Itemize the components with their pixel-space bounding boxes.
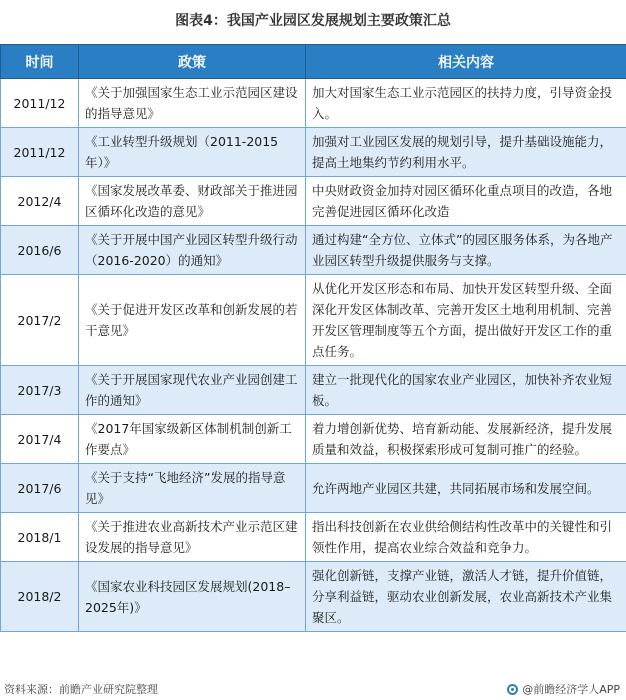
table-row [1,464,626,513]
row-date: 2016/6 [1,226,79,275]
table-row [1,226,626,275]
row-content: 强化创新链，支撑产业链，激活人才链，提升价值链，分享利益链，驱动农业创新发展，农业高新技术产业集聚区。 [306,562,626,632]
table-row [1,366,626,415]
row-date: 2017/6 [1,464,79,513]
header-content: 相关内容 [306,45,626,79]
row-date: 2017/3 [1,366,79,415]
row-content: 加强对工业园区发展的规划引导，提升基础设施能力，提高土地集约节约利用水平。 [306,128,626,177]
row-date: 2011/12 [1,128,79,177]
row-policy: 《国家发展改革委、财政部关于推进园区循环化改造的意见》 [79,177,306,226]
row-content: 指出科技创新在农业供给侧结构性改革中的关键性和引领性作用，提高农业综合效益和竞争力。 [306,513,626,562]
row-policy: 《国家农业科技园区发展规划(2018–2025年)》 [79,562,306,632]
table-row [1,177,626,226]
figure-title: 图表4：我国产业园区发展规划主要政策汇总 [175,13,451,29]
footer [0,676,626,700]
table-row [1,513,626,562]
row-content: 加大对国家生态工业示范园区的扶持力度，引导资金投入。 [306,79,626,128]
brand-credit [507,681,620,697]
row-policy: 《关于开展国家现代农业产业园创建工作的通知》 [79,366,306,415]
row-date: 2017/4 [1,415,79,464]
row-policy: 《关于开展中国产业园区转型升级行动（2016-2020）的通知》 [79,226,306,275]
row-policy: 《关于支持“飞地经济”发展的指导意见》 [79,464,306,513]
row-policy: 《关于推进农业高新技术产业示范区建设发展的指导意见》 [79,513,306,562]
row-policy: 《工业转型升级规划（2011-2015年）》 [79,128,306,177]
row-date: 2018/1 [1,513,79,562]
policy-table [0,44,626,632]
row-date: 2018/2 [1,562,79,632]
row-content: 着力增创新优势、培育新动能、发展新经济，提升发展质量和效益，积极探索形成可复制可推广的经验。 [306,415,626,464]
table-row [1,128,626,177]
header-policy: 政策 [79,45,306,79]
row-content: 建立一批现代化的国家农业产业园区，加快补齐农业短板。 [306,366,626,415]
row-policy: 《关于加强国家生态工业示范园区建设的指导意见》 [79,79,306,128]
row-date: 2012/4 [1,177,79,226]
qianzhan-logo-icon [507,684,518,695]
row-content: 从优化开发区形态和布局、加快开发区转型升级、全面深化开发区体制改革、完善开发区土地利用机制、完善开发区管理制度等五个方面，提出做好开发区工作的重点任务。 [306,275,626,366]
table-row [1,562,626,632]
row-content: 通过构建“全方位、立体式”的园区服务体系，为各地产业园区转型升级提供服务与支撑。 [306,226,626,275]
header-date: 时间 [1,45,79,79]
brand-label: @前瞻经济学人APP [522,683,620,696]
table-row [1,275,626,366]
row-date: 2017/2 [1,275,79,366]
row-content: 允许两地产业园区共建，共同拓展市场和发展空间。 [306,464,626,513]
row-date: 2011/12 [1,79,79,128]
row-content: 中央财政资金加持对园区循环化重点项目的改造，各地完善促进园区循环化改造 [306,177,626,226]
row-policy: 《关于促进开发区改革和创新发展的若干意见》 [79,275,306,366]
source-note: 资料来源：前瞻产业研究院整理 [4,683,158,696]
table-row [1,79,626,128]
table-row [1,415,626,464]
row-policy: 《2017年国家级新区体制机制创新工作要点》 [79,415,306,464]
table-header-row [1,45,626,79]
